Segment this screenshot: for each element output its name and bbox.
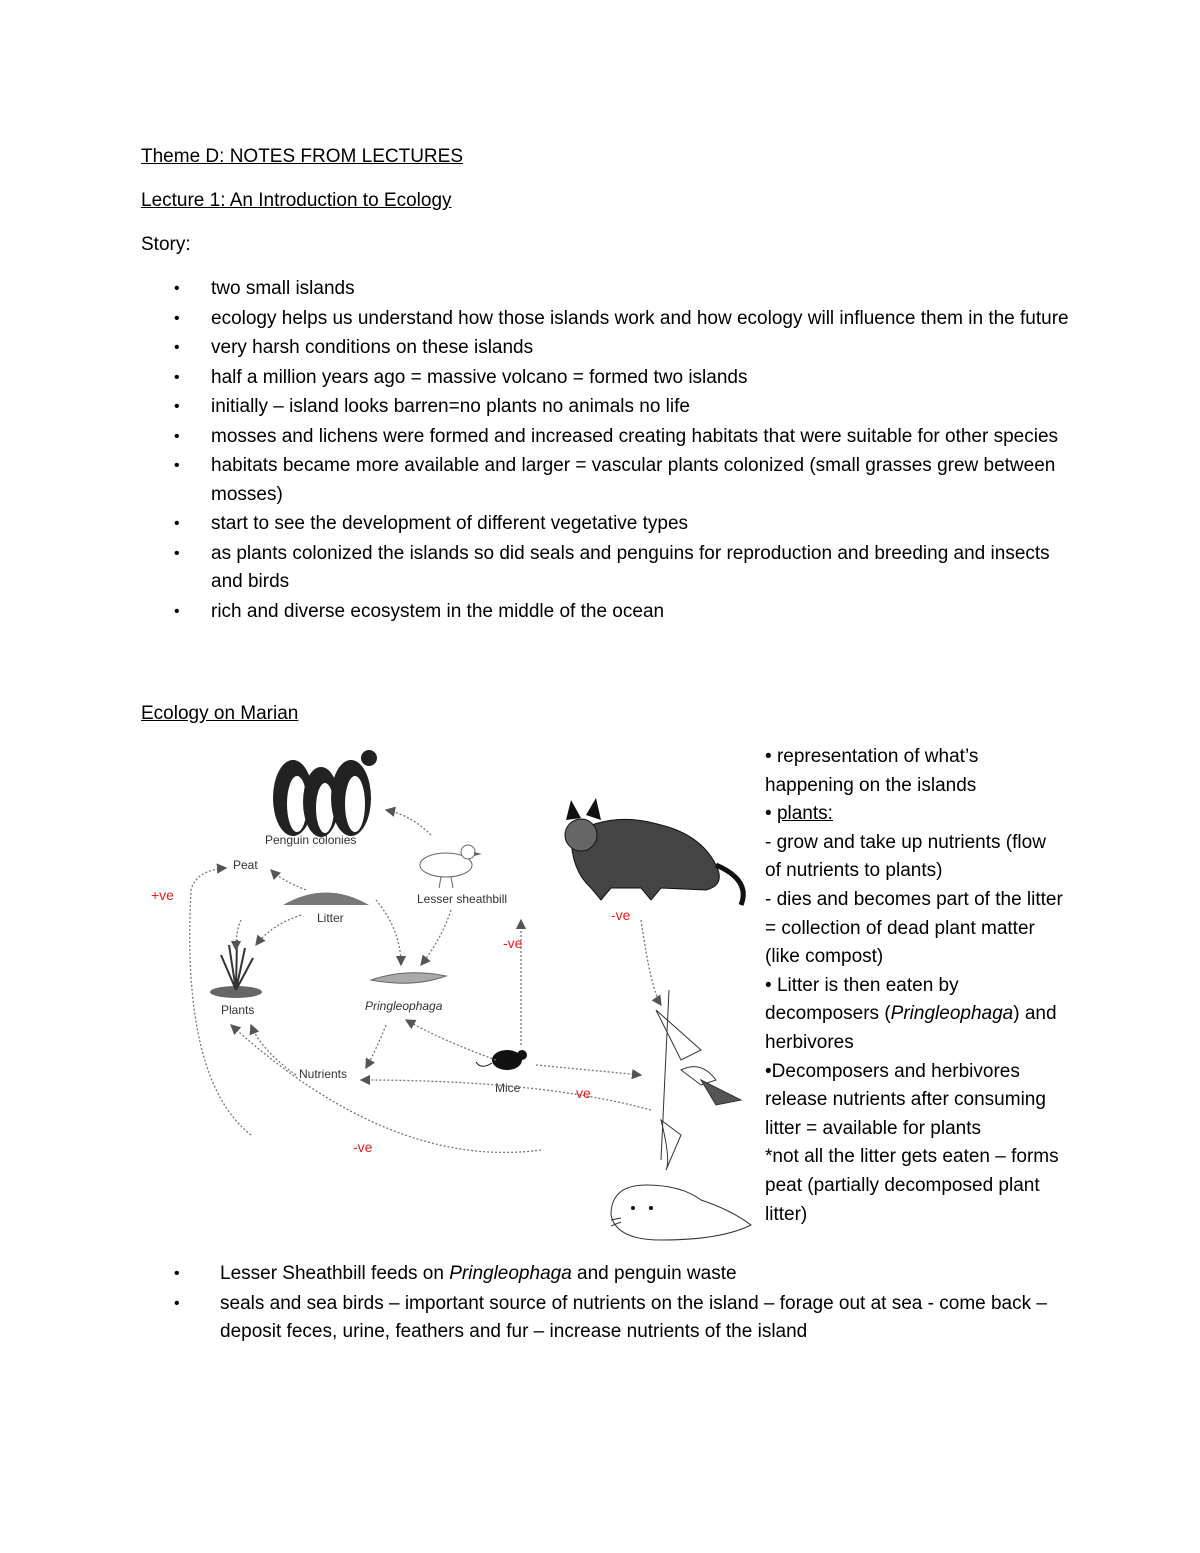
negative-effect-bottom-label: -ve <box>353 1139 373 1155</box>
side-note-peat: *not all the litter gets eaten – forms peat (partially decomposed plant litter) <box>765 1146 1059 1225</box>
bullet-icon: • <box>174 309 180 327</box>
litter-mound-icon <box>283 893 369 906</box>
mouse-icon <box>476 1050 527 1070</box>
page-title: Theme D: NOTES FROM LECTURES <box>141 146 463 167</box>
peat-label: Peat <box>233 858 258 872</box>
list-item: • two small islands <box>141 275 1071 304</box>
list-item: • ecology helps us understand how those islands work and how ecology will influence them in the future <box>141 305 1071 334</box>
seal-icon <box>611 1185 751 1240</box>
side-note-plants: • plants: <box>765 803 833 825</box>
effect-mice-label: ve <box>576 1085 591 1101</box>
list-item: • very harsh conditions on these islands <box>141 334 1071 363</box>
penguin-colony-icon <box>273 750 377 837</box>
list-item: • mosses and lichens were formed and increased creating habitats that were suitable for other species <box>141 423 1071 452</box>
negative-effect-cat-label: -ve <box>611 907 631 923</box>
bullet-icon: • <box>174 368 180 386</box>
positive-effect-label: +ve <box>151 887 174 903</box>
pringleophaga-label: Pringleophaga <box>365 999 443 1013</box>
lecture-heading: Lecture 1: An Introduction to Ecology <box>141 190 452 211</box>
bullet-icon: • <box>174 339 180 356</box>
list-item: • Lesser Sheathbill feeds on Pringleophaga and penguin waste <box>141 1260 1071 1289</box>
list-item: • seals and sea birds – important source of nutrients on the island – forage out at sea - come back – deposit feces, urine, feathers and fur – increase nutrients of the island <box>141 1290 1071 1347</box>
list-item: • as plants colonized the islands so did seals and penguins for reproduction and breeding and insects and birds <box>141 540 1071 597</box>
bottom-list <box>141 1260 1071 1348</box>
bullet-icon: • <box>174 427 180 445</box>
bullet-icon: • <box>174 457 180 474</box>
bullet-icon: • <box>174 280 180 297</box>
ecology-diagram <box>141 740 761 1260</box>
side-note-decomposers: •Decomposers and herbivores release nutrients after consuming litter = available for plants <box>765 1060 1046 1139</box>
litter-label: Litter <box>317 911 344 925</box>
seabird-icon <box>656 990 741 1170</box>
bullet-icon: • <box>174 515 180 532</box>
bullet-icon: • <box>174 398 180 415</box>
bullet-icon: • <box>174 544 180 562</box>
nutrients-label: Nutrients <box>299 1067 348 1081</box>
sheathbill-label: Lesser sheathbill <box>417 892 508 906</box>
list-item: • initially – island looks barren=no plants no animals no life <box>141 393 1071 422</box>
plants-label: Plants <box>221 1003 255 1017</box>
list-item: • start to see the development of different vegetative types <box>141 510 1071 539</box>
side-note-grow: - grow and take up nutrients (flow of nutrients to plants) <box>765 831 1046 882</box>
side-notes <box>765 743 1065 1229</box>
list-item: • rich and diverse ecosystem in the middle of the ocean <box>141 598 1071 627</box>
side-note-dies: - dies and becomes part of the litter = collection of dead plant matter (like compost) <box>765 888 1063 968</box>
section-heading: Ecology on Marian <box>141 703 299 724</box>
list-item: • half a million years ago = massive volcano = formed two islands <box>141 364 1071 393</box>
pringleophaga-icon <box>371 973 446 983</box>
mice-label: Mice <box>495 1081 521 1095</box>
story-label: Story: <box>141 234 191 255</box>
bullet-icon: • <box>174 602 180 620</box>
bullet-icon: • <box>174 1294 180 1312</box>
story-list <box>141 275 1071 627</box>
side-note-litter: • Litter is then eaten by decomposers (Pringleophaga) and herbivores <box>765 974 1057 1053</box>
cat-icon <box>565 798 743 905</box>
penguin-colonies-label: Penguin colonies <box>265 833 357 847</box>
bullet-icon: • <box>174 1265 180 1282</box>
side-note-representation: • representation of what’s happening on the islands <box>765 746 979 796</box>
sheathbill-bird-icon <box>420 845 482 888</box>
negative-effect-sheathbill-label: -ve <box>503 935 523 951</box>
list-item: • habitats became more available and larger = vascular plants colonized (small grasses grew between mosses) <box>141 452 1071 509</box>
